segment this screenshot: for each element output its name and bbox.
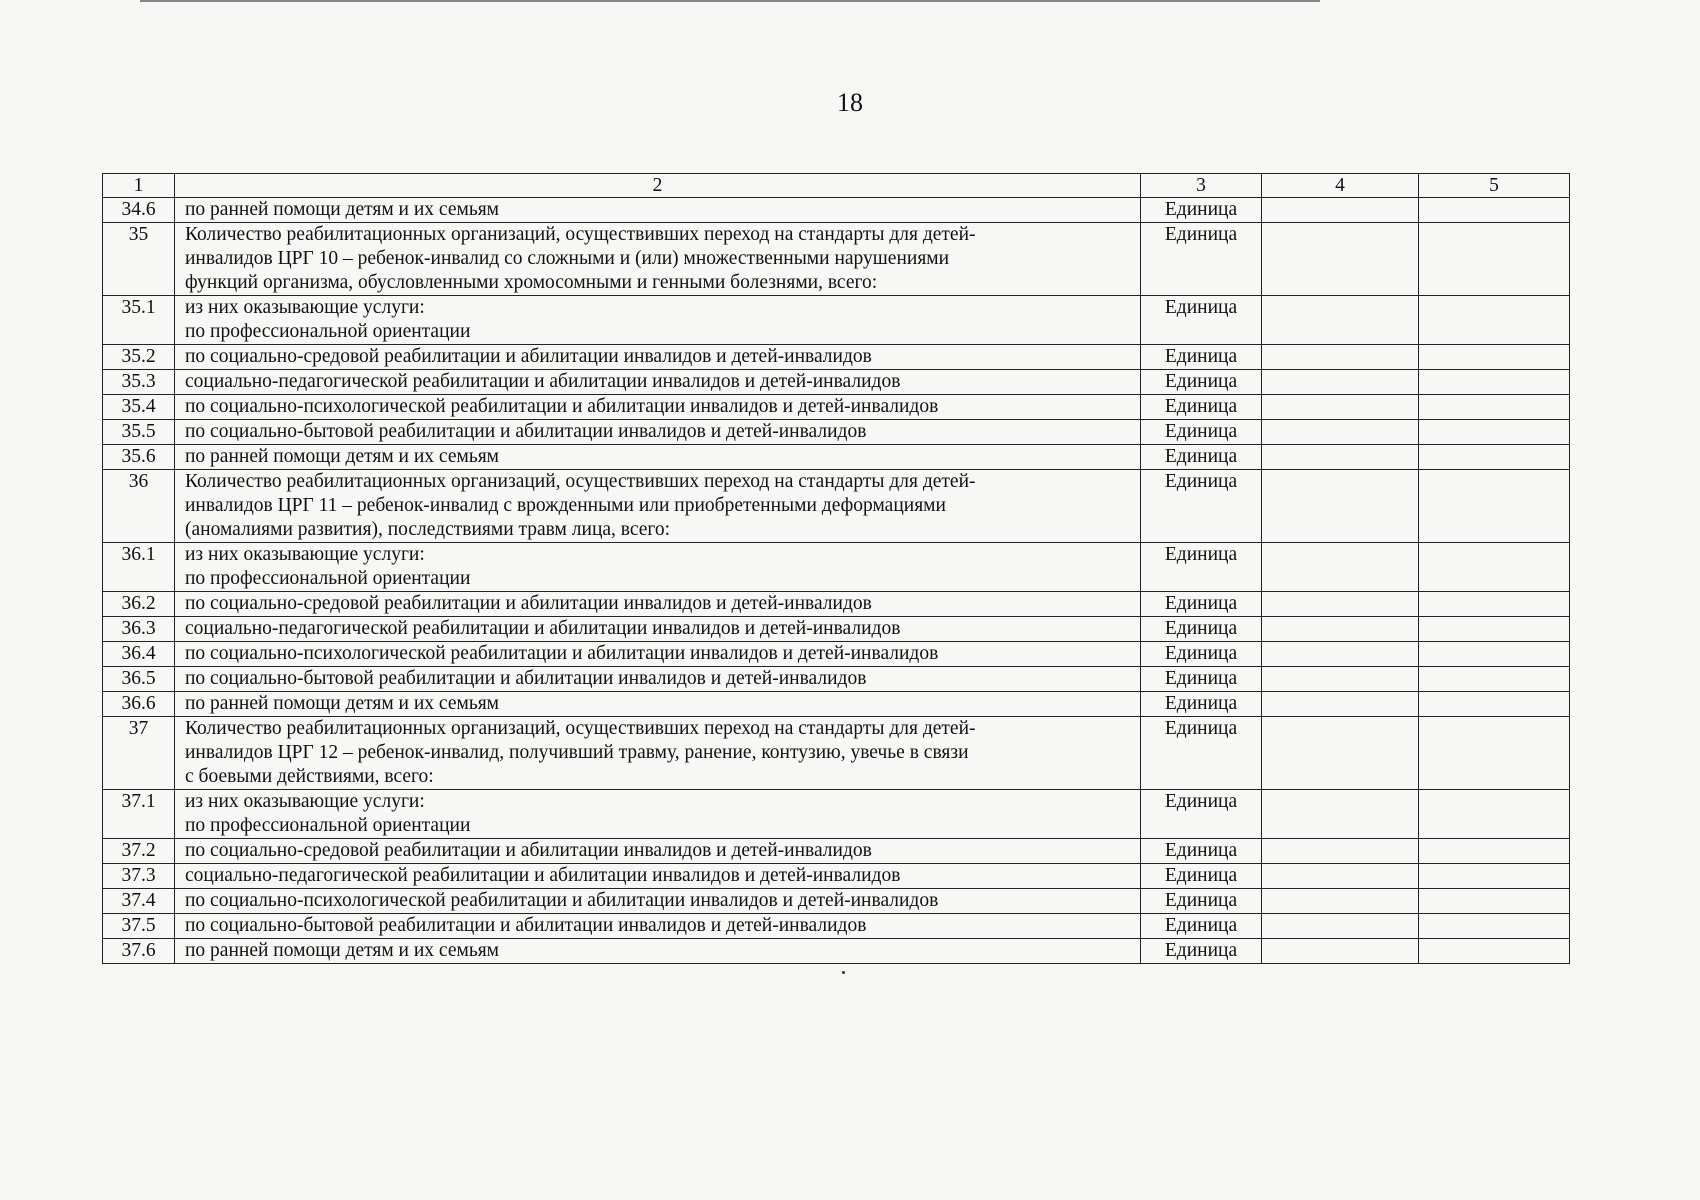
row-description (175, 667, 1141, 692)
value-col-4-cell (1262, 717, 1419, 790)
column-number: 3 (1141, 174, 1262, 198)
row-description (175, 345, 1141, 370)
row-number: 35.6 (103, 445, 175, 470)
value-col-4-cell (1262, 939, 1419, 964)
row-number: 36.4 (103, 642, 175, 667)
table-row (103, 198, 1570, 223)
row-unit: Единица (1141, 864, 1262, 889)
description-line: по профессиональной ориентации (185, 321, 471, 342)
row-unit: Единица (1141, 543, 1262, 592)
value-col-4-cell (1262, 617, 1419, 642)
row-number: 36.6 (103, 692, 175, 717)
description-line: социально-педагогической реабилитации и абилитации инвалидов и детей-инвалидов (185, 618, 901, 639)
row-number: 36.3 (103, 617, 175, 642)
row-number: 36.2 (103, 592, 175, 617)
value-col-4-cell (1262, 642, 1419, 667)
column-number: 4 (1262, 174, 1419, 198)
row-unit: Единица (1141, 914, 1262, 939)
row-number: 35.2 (103, 345, 175, 370)
value-col-5-cell (1419, 592, 1570, 617)
value-col-5-cell (1419, 914, 1570, 939)
value-col-5-cell (1419, 370, 1570, 395)
row-unit: Единица (1141, 395, 1262, 420)
row-description (175, 692, 1141, 717)
row-unit: Единица (1141, 592, 1262, 617)
description-line: по профессиональной ориентации (185, 815, 471, 836)
row-number: 35.1 (103, 296, 175, 345)
value-col-5-cell (1419, 617, 1570, 642)
row-unit: Единица (1141, 667, 1262, 692)
page-number: 18 (837, 88, 863, 117)
value-col-5-cell (1419, 445, 1570, 470)
value-col-5-cell (1419, 839, 1570, 864)
table-row (103, 395, 1570, 420)
value-col-5-cell (1419, 470, 1570, 543)
value-col-4-cell (1262, 470, 1419, 543)
row-description (175, 543, 1141, 592)
value-col-4-cell (1262, 889, 1419, 914)
value-col-4-cell (1262, 296, 1419, 345)
row-description (175, 445, 1141, 470)
description-line: инвалидов ЦРГ 12 – ребенок-инвалид, получивший травму, ранение, контузию, увечье в связи (185, 742, 969, 763)
value-col-5-cell (1419, 543, 1570, 592)
row-number: 35.3 (103, 370, 175, 395)
table-row (103, 543, 1570, 592)
value-col-4-cell (1262, 223, 1419, 296)
value-col-5-cell (1419, 667, 1570, 692)
column-number: 1 (103, 174, 175, 198)
description-line: Количество реабилитационных организаций, осуществивших переход на стандарты для детей- (185, 224, 976, 245)
report-table-body (103, 174, 1570, 964)
value-col-4-cell (1262, 692, 1419, 717)
description-line: инвалидов ЦРГ 10 – ребенок-инвалид со сложными и (или) множественными нарушениями (185, 248, 950, 269)
value-col-5-cell (1419, 864, 1570, 889)
value-col-4-cell (1262, 543, 1419, 592)
table-row (103, 790, 1570, 839)
description-line: по социально-средовой реабилитации и абилитации инвалидов и детей-инвалидов (185, 840, 872, 861)
value-col-5-cell (1419, 395, 1570, 420)
description-line: (аномалиями развития), последствиями травм лица, всего: (185, 519, 671, 540)
table-row (103, 370, 1570, 395)
row-description (175, 296, 1141, 345)
row-number: 34.6 (103, 198, 175, 223)
row-unit: Единица (1141, 617, 1262, 642)
value-col-4-cell (1262, 864, 1419, 889)
row-description (175, 839, 1141, 864)
row-unit: Единица (1141, 345, 1262, 370)
row-unit: Единица (1141, 642, 1262, 667)
description-line: из них оказывающие услуги: (185, 297, 425, 318)
description-line: по ранней помощи детям и их семьям (185, 940, 500, 961)
row-number: 37.4 (103, 889, 175, 914)
row-description (175, 617, 1141, 642)
row-description (175, 790, 1141, 839)
row-unit: Единица (1141, 717, 1262, 790)
table-row (103, 889, 1570, 914)
table-row (103, 296, 1570, 345)
table-row (103, 914, 1570, 939)
description-line: по социально-психологической реабилитации и абилитации инвалидов и детей-инвалидов (185, 396, 939, 417)
description-line: из них оказывающие услуги: (185, 544, 425, 565)
description-line: функций организма, обусловленными хромосомными и генными болезнями, всего: (185, 272, 878, 293)
value-col-4-cell (1262, 914, 1419, 939)
description-line: по социально-бытовой реабилитации и абилитации инвалидов и детей-инвалидов (185, 915, 867, 936)
description-line: по социально-психологической реабилитации и абилитации инвалидов и детей-инвалидов (185, 890, 939, 911)
value-col-5-cell (1419, 790, 1570, 839)
value-col-4-cell (1262, 445, 1419, 470)
table-row (103, 592, 1570, 617)
value-col-4-cell (1262, 370, 1419, 395)
row-description (175, 592, 1141, 617)
column-number-row (103, 174, 1570, 198)
row-description (175, 864, 1141, 889)
row-description (175, 470, 1141, 543)
row-unit: Единица (1141, 939, 1262, 964)
description-line: по профессиональной ориентации (185, 568, 471, 589)
row-number: 36.1 (103, 543, 175, 592)
row-description (175, 395, 1141, 420)
description-line: Количество реабилитационных организаций, осуществивших переход на стандарты для детей- (185, 718, 976, 739)
value-col-4-cell (1262, 420, 1419, 445)
row-number: 37.2 (103, 839, 175, 864)
row-unit: Единица (1141, 445, 1262, 470)
row-number: 35 (103, 223, 175, 296)
row-unit: Единица (1141, 420, 1262, 445)
description-line: из них оказывающие услуги: (185, 791, 425, 812)
value-col-5-cell (1419, 198, 1570, 223)
row-number: 37.3 (103, 864, 175, 889)
table-row (103, 839, 1570, 864)
value-col-4-cell (1262, 667, 1419, 692)
description-line: по социально-бытовой реабилитации и абилитации инвалидов и детей-инвалидов (185, 421, 867, 442)
row-description (175, 889, 1141, 914)
table-row (103, 692, 1570, 717)
table-row (103, 642, 1570, 667)
value-col-5-cell (1419, 889, 1570, 914)
description-line: по социально-средовой реабилитации и абилитации инвалидов и детей-инвалидов (185, 346, 872, 367)
table-row (103, 470, 1570, 543)
value-col-5-cell (1419, 692, 1570, 717)
table-row (103, 420, 1570, 445)
row-number: 35.4 (103, 395, 175, 420)
top-rule (140, 0, 1320, 2)
value-col-4-cell (1262, 198, 1419, 223)
description-line: Количество реабилитационных организаций, осуществивших переход на стандарты для детей- (185, 471, 976, 492)
row-unit: Единица (1141, 790, 1262, 839)
table-row (103, 717, 1570, 790)
table-row (103, 667, 1570, 692)
row-description (175, 420, 1141, 445)
value-col-5-cell (1419, 939, 1570, 964)
description-line: по ранней помощи детям и их семьям (185, 199, 500, 220)
stray-dot (842, 971, 845, 974)
row-description (175, 939, 1141, 964)
row-number: 37.5 (103, 914, 175, 939)
value-col-5-cell (1419, 717, 1570, 790)
row-number: 36.5 (103, 667, 175, 692)
value-col-5-cell (1419, 223, 1570, 296)
value-col-4-cell (1262, 592, 1419, 617)
report-table (102, 173, 1570, 964)
value-col-5-cell (1419, 345, 1570, 370)
row-unit: Единица (1141, 839, 1262, 864)
row-number: 37.6 (103, 939, 175, 964)
description-line: социально-педагогической реабилитации и абилитации инвалидов и детей-инвалидов (185, 865, 901, 886)
row-number: 37 (103, 717, 175, 790)
value-col-5-cell (1419, 642, 1570, 667)
row-unit: Единица (1141, 889, 1262, 914)
table-row (103, 864, 1570, 889)
row-unit: Единица (1141, 198, 1262, 223)
row-number: 35.5 (103, 420, 175, 445)
row-unit: Единица (1141, 692, 1262, 717)
value-col-4-cell (1262, 790, 1419, 839)
row-unit: Единица (1141, 223, 1262, 296)
column-number: 5 (1419, 174, 1570, 198)
row-unit: Единица (1141, 370, 1262, 395)
row-description (175, 717, 1141, 790)
row-unit: Единица (1141, 470, 1262, 543)
row-description (175, 642, 1141, 667)
description-line: социально-педагогической реабилитации и абилитации инвалидов и детей-инвалидов (185, 371, 901, 392)
description-line: с боевыми действиями, всего: (185, 766, 434, 787)
value-col-4-cell (1262, 395, 1419, 420)
table-row (103, 939, 1570, 964)
row-description (175, 223, 1141, 296)
table-row (103, 617, 1570, 642)
column-number: 2 (175, 174, 1141, 198)
value-col-4-cell (1262, 839, 1419, 864)
description-line: по социально-психологической реабилитации и абилитации инвалидов и детей-инвалидов (185, 643, 939, 664)
row-number: 37.1 (103, 790, 175, 839)
description-line: инвалидов ЦРГ 11 – ребенок-инвалид с врожденными или приобретенными деформациями (185, 495, 946, 516)
table-row (103, 223, 1570, 296)
table-row (103, 445, 1570, 470)
row-number: 36 (103, 470, 175, 543)
row-description (175, 370, 1141, 395)
description-line: по ранней помощи детям и их семьям (185, 693, 500, 714)
row-description (175, 914, 1141, 939)
row-description (175, 198, 1141, 223)
description-line: по социально-бытовой реабилитации и абилитации инвалидов и детей-инвалидов (185, 668, 867, 689)
value-col-4-cell (1262, 345, 1419, 370)
value-col-5-cell (1419, 420, 1570, 445)
row-unit: Единица (1141, 296, 1262, 345)
description-line: по социально-средовой реабилитации и абилитации инвалидов и детей-инвалидов (185, 593, 872, 614)
table-row (103, 345, 1570, 370)
value-col-5-cell (1419, 296, 1570, 345)
description-line: по ранней помощи детям и их семьям (185, 446, 500, 467)
